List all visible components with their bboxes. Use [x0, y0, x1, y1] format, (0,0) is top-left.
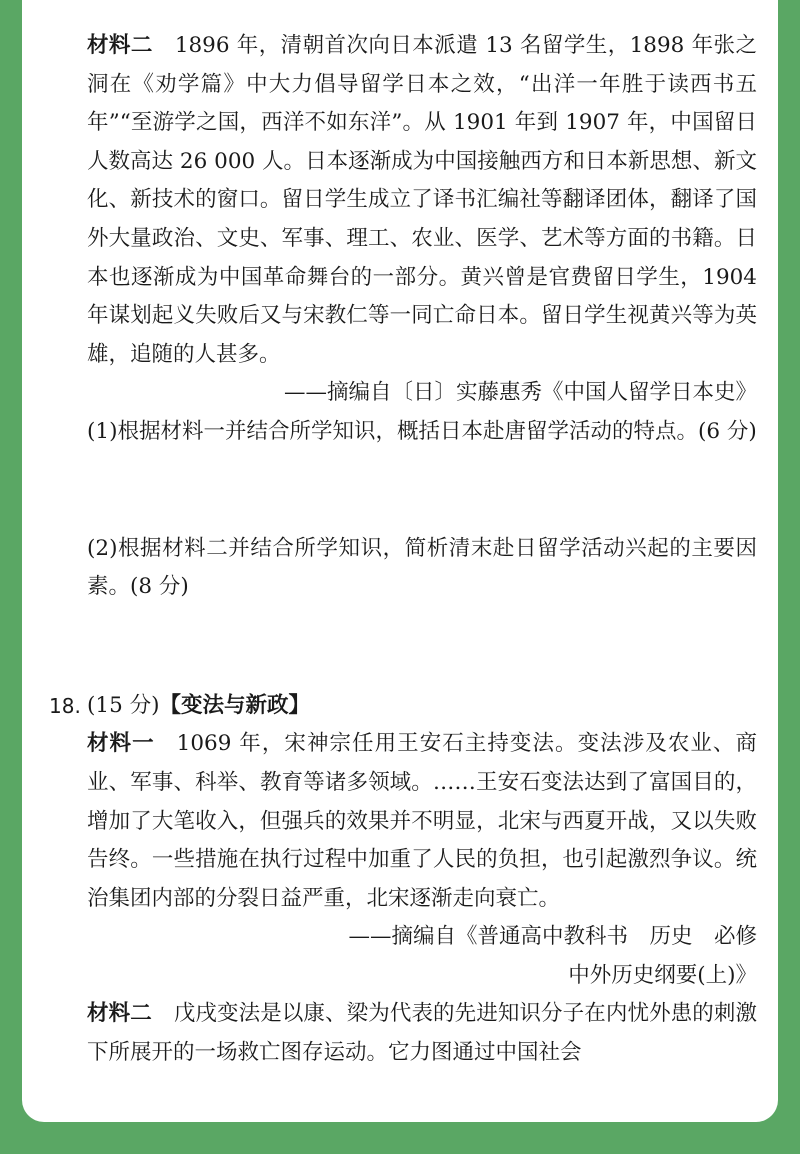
material-source-line-1: ——摘编自《普通高中教科书 历史 必修 [348, 924, 757, 950]
material-text: 戊戌变法是以康、梁为代表的先进知识分子在内忧外患的刺激下所展开的一场救亡图存运动。它力图通过中国社会 [87, 1001, 757, 1066]
question-17-1: (1)根据材料一并结合所学知识，概括日本赴唐留学活动的特点。(6 分) [87, 418, 757, 444]
material-text: 1896 年，清朝首次向日本派遣 13 名留学生，1898 年张之洞在《劝学篇》中大力倡导留学日本之效，“出洋一年胜于读西书五年”“至游学之国，西洋不如东洋”。从 1901 年到 1907 年，中国留日人数高达 26 000 人。日本逐渐成为中国接触西方和日本新思想、新文化、新技术的窗口。留日学生成立了译书汇编社等翻译团体，翻译了国外大量政治、文史、军事、理工、农业、医学、艺术等方面的书籍。日本也逐渐成为中国革命舞台的一部分。黄兴曾是官费留日学生，1904 年谋划起义失败后又与宋教仁等一同亡命日本。留日学生视黄兴等为英雄，追随的人甚多。 [87, 33, 757, 367]
question-number: 18. [49, 693, 81, 718]
answer-space [87, 452, 757, 530]
q18-material-2-paragraph [87, 995, 757, 1072]
question-17-2: (2)根据材料二并结合所学知识，简析清末赴日留学活动兴起的主要因素。(8 分) [87, 535, 757, 600]
question-topic: 【变法与新政】 [159, 692, 310, 718]
material-label: 材料二 [87, 33, 153, 58]
material-label: 材料一 [87, 731, 155, 757]
material-source-line-2: 中外历史纲要(上)》 [568, 962, 757, 988]
question-18-header [49, 687, 757, 726]
q18-material-1-paragraph [87, 725, 757, 918]
material-text: 1069 年，宋神宗任用王安石主持变法。变法涉及农业、商业、军事、科举、教育等诸多领域。……王安石变法达到了富国目的，增加了大笔收入，但强兵的效果并不明显，北宋与西夏开战，又以失败告终。一些措施在执行过程中加重了人民的负担，也引起激烈争议。统治集团内部的分裂日益严重，北宋逐渐走向衰亡。 [87, 731, 757, 911]
material-label: 材料二 [87, 1001, 152, 1027]
question-score: (15 分) [87, 692, 160, 718]
material-2-paragraph [87, 27, 757, 374]
exam-page [22, 0, 778, 1122]
material-source: ——摘编自〔日〕实藤惠秀《中国人留学日本史》 [283, 380, 757, 406]
page-content [49, 27, 757, 1073]
answer-space [87, 607, 757, 687]
